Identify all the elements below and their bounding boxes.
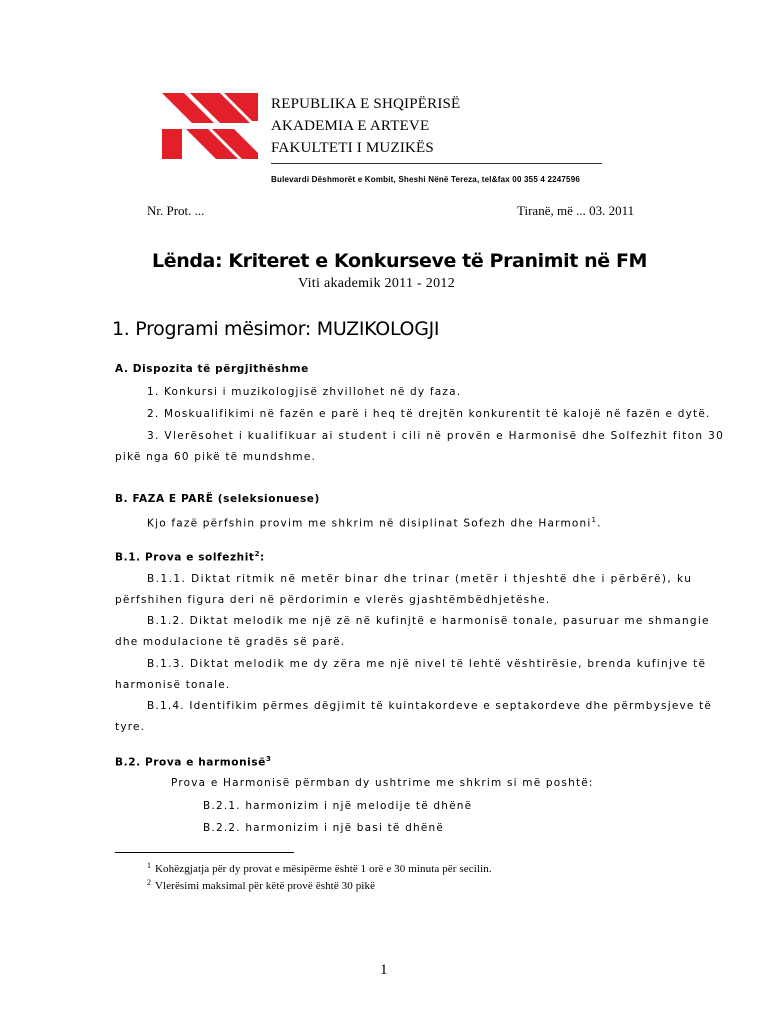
footnote-1-number: 1 — [147, 861, 151, 870]
b1-line-1: B.1.1. Diktat ritmik në metër binar dhe trinar (metër i thjeshtë dhe i përbërë), ku — [147, 573, 693, 585]
b1-line-6: harmonisë tonale. — [115, 679, 231, 691]
protocol-number: Nr. Prot. ... — [147, 203, 205, 218]
section-a-item-2: 2. Moskualifikimi në fazën e parë i heq të drejtën konkurentit të kalojë në fazën e dytë. — [147, 408, 711, 420]
section-b-text: Kjo fazë përfshin provim me shkrim në disiplinat Sofezh dhe Harmoni$^1$. — [147, 516, 602, 530]
footnote-2-number: 2 — [147, 878, 151, 887]
b1-line-7: B.1.4. Identifikim përmes dëgjimit të kuintakordeve e septakordeve dhe përmbysjeve të — [147, 700, 713, 712]
section-a-item-1: 1. Konkursi i muzikologjisë zhvillohet në dy faza. — [147, 386, 462, 398]
academic-year: Viti akademik 2011 - 2012 — [298, 276, 456, 291]
footnote-ref-3: 3 — [265, 755, 272, 763]
b1-line-4: dhe modulacione të gradës së parë. — [115, 636, 346, 648]
header-line-academy: AKADEMIA E ARTEVE — [271, 118, 430, 134]
header-line-faculty: FAKULTETI I MUZIKËS — [271, 140, 434, 156]
section-b-heading: B. FAZA E PARË (seleksionuese) — [115, 493, 320, 505]
header-divider — [271, 163, 602, 164]
b1-line-3: B.1.2. Diktat melodik me një zë në kufinjtë e harmonisë tonale, pasuruar me shmangie — [147, 615, 710, 627]
footnote-ref-2: 2 — [254, 550, 261, 558]
section-a-item-3: 3. Vlerësohet i kualifikuar ai student i cili në provën e Harmonisë dhe Solfezhit fiton 30 — [147, 430, 725, 442]
footnote-1-text: Kohëzgjatja për dy provat e mësipërme është 1 orë e 30 minuta për secilin. — [155, 863, 492, 875]
section-a-item-3-cont: pikë nga 60 pikë të mundshme. — [115, 451, 317, 463]
footnote-divider — [115, 852, 294, 853]
section-a-heading: A. Dispozita të përgjithëshme — [115, 363, 309, 375]
b2-intro: Prova e Harmonisë përmban dy ushtrime me shkrim si më poshtë: — [171, 777, 594, 789]
section-title: 1. Programi mësimor: MUZIKOLOGJI — [112, 318, 440, 340]
academy-logo — [162, 93, 258, 159]
footnote-2-text: Vlerësimi maksimal për këtë provë është 30 pikë — [155, 880, 376, 892]
b1-line-2: përfshihen figura deri në përdorimin e vlerës gjashtëmbëdhjetëshe. — [115, 594, 551, 606]
footnote-ref-1: 1 — [591, 516, 598, 524]
b2-item-1: B.2.1. harmonizim i një melodije të dhënë — [203, 800, 473, 812]
document-date: Tiranë, më ... 03. 2011 — [517, 203, 635, 218]
b2-item-2: B.2.2. harmonizim i një basi të dhënë — [203, 822, 445, 834]
section-b1-heading: B.1. Prova e solfezhit$^2$: — [115, 550, 265, 564]
page-number: 1 — [380, 962, 388, 978]
header-address: Bulevardi Dëshmorët e Kombit, Sheshi Nënë Tereza, tel&fax 00 355 4 2247596 — [271, 175, 581, 184]
b1-line-5: B.1.3. Diktat melodik me dy zëra me një nivel të lehtë vështirësie, brenda kufinjve të — [147, 658, 707, 670]
section-b2-heading: B.2. Prova e harmonisë$^3$ — [115, 755, 272, 769]
b1-line-8: tyre. — [115, 721, 146, 733]
header-line-republic: REPUBLIKA E SHQIPËRISË — [271, 96, 461, 112]
subject-title: Lënda: Kriteret e Konkurseve të Pranimit në FM — [152, 250, 648, 272]
